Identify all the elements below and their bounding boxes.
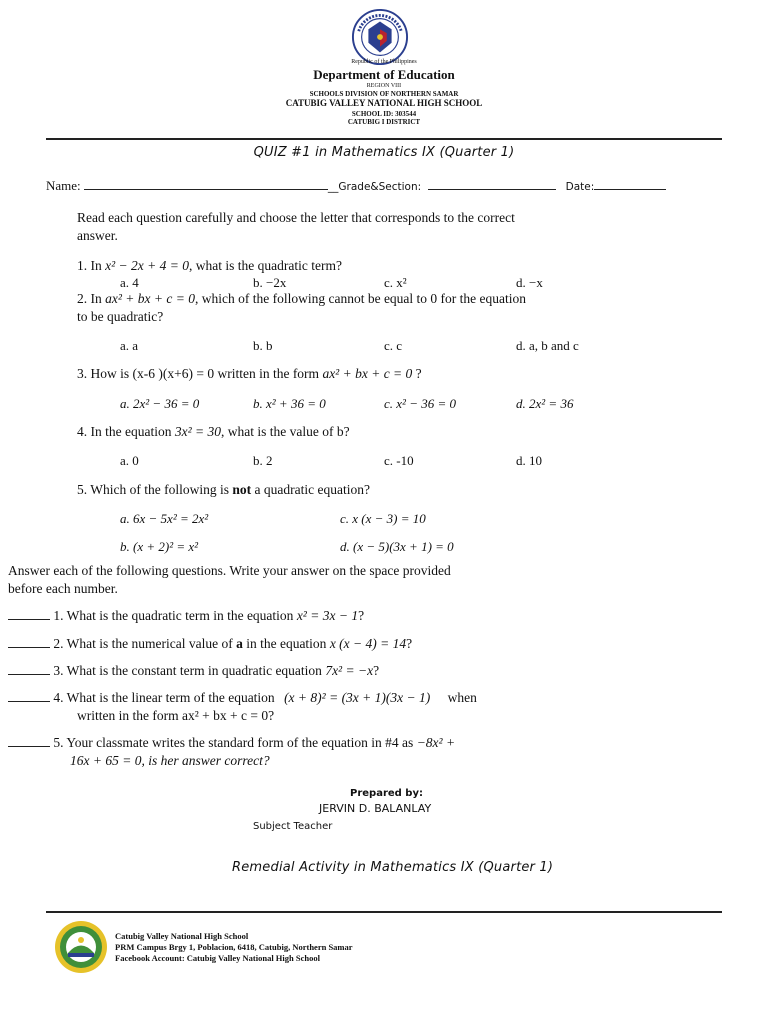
q1-option-d[interactable]: d. −x <box>516 275 543 290</box>
item1-tail: ? <box>358 608 365 623</box>
q4-text: 4. In the equation <box>77 424 172 439</box>
item2-tail: ? <box>406 636 413 651</box>
q5-pre: 5. Which of the following is <box>77 482 229 497</box>
q1-option-b[interactable]: b. −2x <box>253 275 287 290</box>
question-5 <box>77 482 370 498</box>
question-1 <box>77 258 342 274</box>
footer-address: PRM Campus Brgy 1, Poblacion, 6418, Catubig, Northern Samar <box>115 942 353 952</box>
q3-option-c[interactable]: c. x² − 36 = 0 <box>384 396 456 411</box>
q1-option-a[interactable]: a. 4 <box>120 275 139 290</box>
school-logo <box>54 920 108 974</box>
q4-option-a[interactable]: a. 0 <box>120 453 139 468</box>
date-label: Date: <box>565 181 595 193</box>
item2-text2: in the equation <box>246 636 327 651</box>
q5-bold-word: not <box>232 482 252 497</box>
part2-item-5 <box>8 735 455 751</box>
q3-tail: ? <box>412 366 422 381</box>
department-title: Department of Education <box>313 67 455 82</box>
q4-option-b[interactable]: b. 2 <box>253 453 273 468</box>
part2-item-2 <box>8 636 412 652</box>
q2-option-d[interactable]: d. a, b and c <box>516 338 579 353</box>
date-field[interactable] <box>594 189 666 190</box>
footer-divider <box>46 911 722 913</box>
header-divider <box>46 138 722 140</box>
prepared-by-label: Prepared by: <box>350 788 423 799</box>
answer-blank-1[interactable] <box>8 619 50 620</box>
school-id: SCHOOL ID: 303544 <box>351 110 417 118</box>
item3-text: 3. What is the constant term in quadratic equation <box>53 663 322 678</box>
part2-item-1 <box>8 608 364 624</box>
item5-equation: −8x² + <box>416 735 456 750</box>
q3-option-a[interactable]: a. 2x² − 36 = 0 <box>120 396 200 411</box>
q3-text: 3. How is (x-6 )(x+6) = 0 written in the form <box>77 366 320 381</box>
q5-option-c[interactable]: c. x (x − 3) = 10 <box>340 511 426 526</box>
student-info-line <box>46 178 666 194</box>
q2-text: , which of the following cannot be equal to 0 for the equation <box>194 291 527 306</box>
item4-equation: (x + 8)² = (3x + 1)(3x − 1) <box>284 690 431 705</box>
part1-instructions-line1: Read each question carefully and choose the letter that corresponds to the correct <box>77 210 515 225</box>
item3-tail: ? <box>373 663 380 678</box>
district-line: CATUBIG I DISTRICT <box>347 118 421 126</box>
item2-bold: a <box>236 636 243 651</box>
region-line: REGION VIII <box>366 83 402 89</box>
footer-facebook: Facebook Account: Catubig Valley National High School <box>115 953 320 963</box>
q5-option-a[interactable]: a. 6x − 5x² = 2x² <box>120 511 209 526</box>
q3-option-b[interactable]: b. x² + 36 = 0 <box>253 396 326 411</box>
teacher-name: JERVIN D. BALANLAY <box>319 802 432 815</box>
item3-equation: 7x² = −x <box>325 663 374 678</box>
q3-equation: ax² + bx + c = 0 <box>322 366 413 381</box>
remedial-title: Remedial Activity in Mathematics IX (Quarter 1) <box>232 860 554 875</box>
answer-blank-4[interactable] <box>8 701 50 702</box>
part2-item-4 <box>8 690 477 706</box>
answer-blank-5[interactable] <box>8 746 50 747</box>
q2-line2: to be quadratic? <box>77 309 164 324</box>
q2-option-b[interactable]: b. b <box>253 338 273 353</box>
quiz-title: QUIZ #1 in Mathematics IX (Quarter 1) <box>253 145 515 160</box>
grade-section-field[interactable] <box>428 189 556 190</box>
item4-text: 4. What is the linear term of the equation <box>53 690 275 705</box>
answer-blank-3[interactable] <box>8 674 50 675</box>
q1-text: , what is the quadratic term? <box>189 258 342 273</box>
footer-school: Catubig Valley National High School <box>115 931 249 941</box>
part2-instructions-line1: Answer each of the following questions. Write your answer on the space provided <box>8 563 451 578</box>
item1-equation: x² = 3x − 1 <box>296 608 359 623</box>
item4-line2: written in the form ax² + bx + c = 0? <box>77 708 275 723</box>
answer-blank-2[interactable] <box>8 647 50 648</box>
question-4 <box>77 424 350 440</box>
item2-equation: x (x − 4) = 14 <box>329 636 407 651</box>
item4-tail: when <box>447 690 477 705</box>
teacher-role: Subject Teacher <box>253 821 333 832</box>
part2-instructions-line2: before each number. <box>8 581 118 596</box>
q1-equation: x² − 2x + 4 = 0 <box>105 258 189 273</box>
item2-text: 2. What is the numerical value of <box>53 636 233 651</box>
q5-option-d[interactable]: d. (x − 5)(3x + 1) = 0 <box>340 539 454 554</box>
question-3 <box>77 366 422 382</box>
q4-option-d[interactable]: d. 10 <box>516 453 542 468</box>
grade-section-label: __Grade&Section: <box>327 181 422 193</box>
item5-text: 5. Your classmate writes the standard form of the equation in #4 as <box>53 735 414 750</box>
question-2 <box>77 291 526 307</box>
q1-option-c[interactable]: c. x² <box>384 275 407 290</box>
name-field[interactable] <box>84 189 328 190</box>
part1-instructions-line2: answer. <box>77 228 118 243</box>
q2-equation: ax² + bx + c = 0 <box>105 291 195 306</box>
republic-line: Republic of the Philippines <box>351 59 417 65</box>
q2-option-a[interactable]: a. a <box>120 338 139 353</box>
q4-option-c[interactable]: c. -10 <box>384 453 414 468</box>
item1-text: 1. What is the quadratic term in the equation <box>53 608 294 623</box>
q1-number: 1. In <box>77 258 102 273</box>
item5-line2: 16x + 65 = 0, is her answer correct? <box>70 753 270 768</box>
school-name: CATUBIG VALLEY NATIONAL HIGH SCHOOL <box>285 98 483 108</box>
q5-option-b[interactable]: b. (x + 2)² = x² <box>120 539 199 554</box>
division-line: SCHOOLS DIVISION OF NORTHERN SAMAR <box>309 90 459 98</box>
deped-seal-logo <box>351 8 409 66</box>
name-label: Name: <box>46 178 81 193</box>
q2-option-c[interactable]: c. c <box>384 338 403 353</box>
part2-item-3 <box>8 663 379 679</box>
q4-equation: 3x² = 30 <box>174 424 222 439</box>
q2-number: 2. In <box>77 291 102 306</box>
q5-post: a quadratic equation? <box>254 482 370 497</box>
q3-option-d[interactable]: d. 2x² = 36 <box>516 396 574 411</box>
q4-tail: , what is the value of b? <box>221 424 350 439</box>
